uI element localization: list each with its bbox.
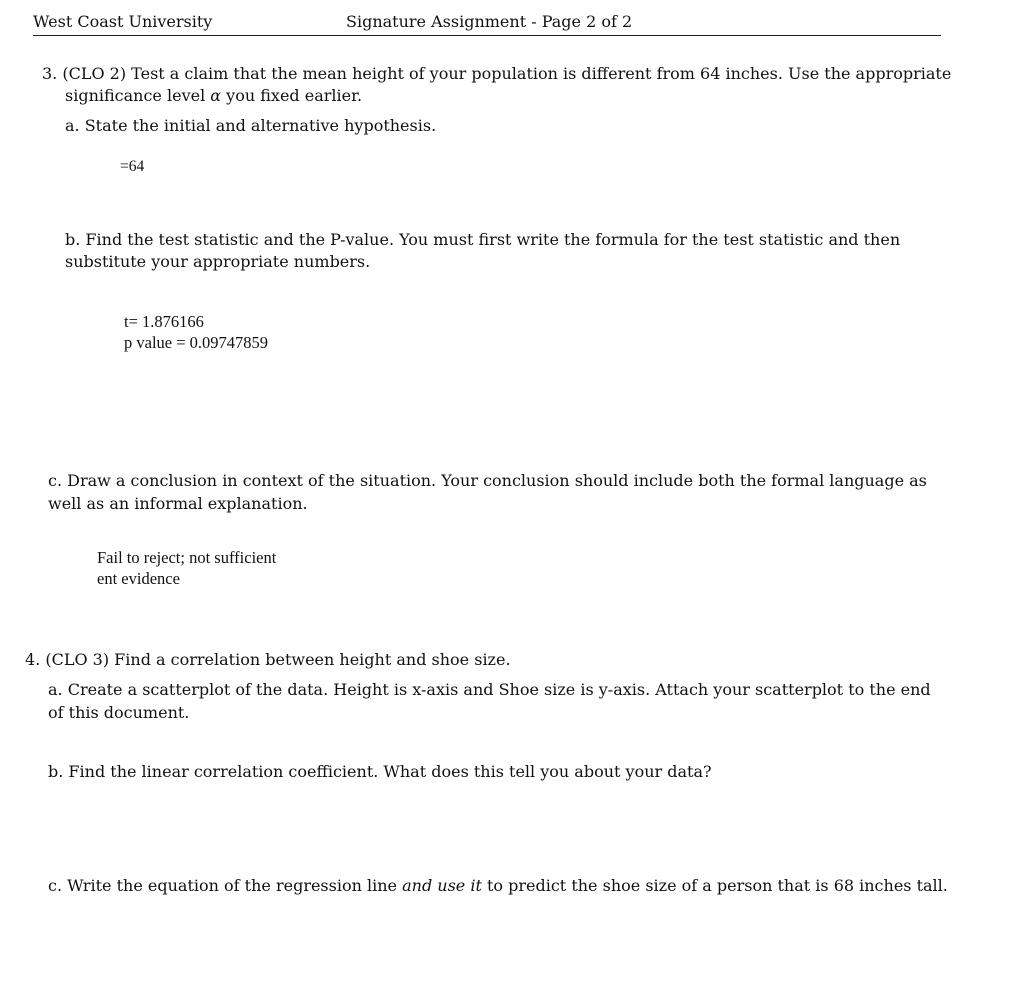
q4c-prompt-pre: c. Write the equation of the regression line (48, 876, 403, 895)
q3a-answer: =64 (120, 158, 145, 175)
q3c-answer-line2: ent evidence (97, 569, 180, 588)
header-university: West Coast University (33, 12, 213, 31)
q3c-answer-line1: Fail to reject; not sufficient (97, 548, 277, 567)
q4c-prompt-emphasis: and use it (402, 876, 482, 895)
q3-stem-line2-post: you fixed earlier. (221, 86, 363, 105)
q4a-prompt-line1: a. Create a scatterplot of the data. Height is x-axis and Shoe size is y-axis. Attach your scatterplot to the end (48, 680, 931, 699)
q3-stem-line2-pre: significance level (65, 86, 211, 105)
header-assignment-title: Signature Assignment - Page 2 of 2 (346, 12, 633, 31)
q4-stem: 4. (CLO 3) Find a correlation between height and shoe size. (25, 650, 511, 669)
q3b-prompt-line1: b. Find the test statistic and the P-value. You must first write the formula for the test statistic and then (65, 230, 901, 249)
q4b-prompt: b. Find the linear correlation coefficient. What does this tell you about your data? (48, 762, 712, 781)
alpha-symbol: α (210, 86, 222, 105)
q4c-prompt-post: to predict the shoe size of a person that is 68 inches tall. (481, 876, 948, 895)
q3b-answer-p: p value = 0.09747859 (124, 333, 269, 352)
q3b-prompt-line2: substitute your appropriate numbers. (65, 252, 371, 271)
q3b-answer-t: t= 1.876166 (124, 312, 204, 331)
q3c-prompt-line1: c. Draw a conclusion in context of the situation. Your conclusion should include both the formal language as (48, 471, 927, 490)
q3-stem-line2 (65, 85, 362, 107)
q3c-prompt-line2: well as an informal explanation. (48, 494, 308, 513)
q3-stem-line1: 3. (CLO 2) Test a claim that the mean height of your population is different from 64 inches. Use the appropriate (42, 64, 952, 83)
header-rule (33, 35, 941, 36)
q4a-prompt-line2: of this document. (48, 703, 190, 722)
q4c-prompt (48, 875, 948, 897)
q3a-prompt: a. State the initial and alternative hypothesis. (65, 116, 437, 135)
